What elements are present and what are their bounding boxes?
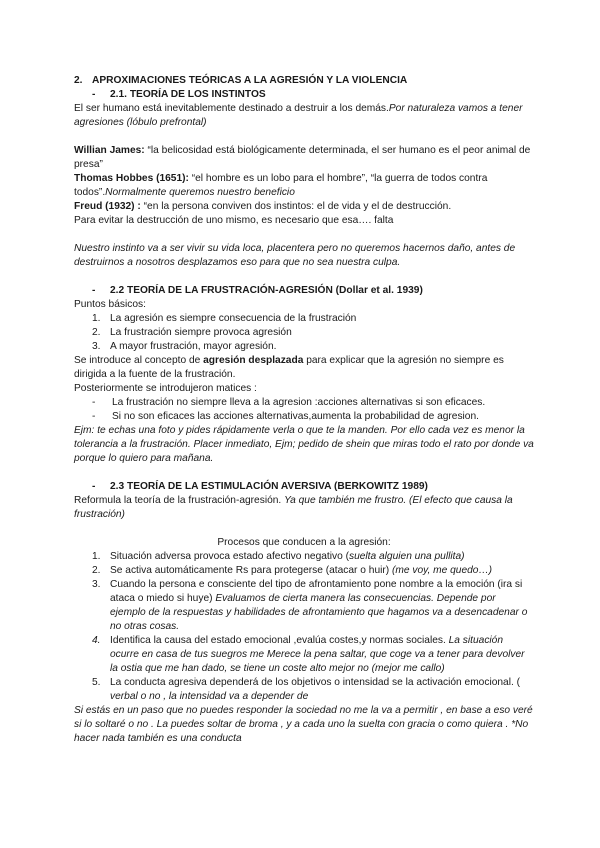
item-note: verbal o no , la intensidad va a depender de bbox=[110, 691, 309, 702]
subsection-heading-2-2 bbox=[74, 284, 534, 298]
list-item bbox=[74, 578, 534, 634]
spacer bbox=[74, 522, 534, 536]
paragraph-closing bbox=[74, 704, 534, 746]
displaced-pre: Se introduce al concepto de bbox=[74, 355, 204, 366]
spacer bbox=[74, 466, 534, 480]
dash-marker: - bbox=[92, 411, 96, 422]
processes-title: Procesos que conducen a la agresión: bbox=[217, 537, 391, 548]
item-text: La conducta agresiva dependerá de los objetivos o intensidad se la activación emocional. ( bbox=[110, 677, 521, 688]
document-page bbox=[74, 74, 534, 746]
author-name: Thomas Hobbes (1651): bbox=[74, 173, 189, 184]
paragraph-freud-continued: Para evitar la destrucción de uno mismo, es necesario que esa…. falta bbox=[74, 215, 394, 226]
paragraph-example: Ejm: te echas una foto y pides rápidamente verla o que te la manden. Por ello cada vez es menor la tolerancia a la frustración. Placer inmediato, Ejm; pedido de shein que miras todo el rato por donde va porque lo quiero para mañana. bbox=[74, 425, 534, 464]
quote-text: “la belicosidad está biológicamente determinada, el ser humano es el peor animal de presa” bbox=[74, 145, 531, 170]
item-number: 2. bbox=[92, 327, 101, 338]
dash-marker: - bbox=[92, 285, 96, 296]
list-item bbox=[74, 410, 534, 424]
displaced-post: para explicar que la agresión no siempre es dirigida a la fuente de la frustración. bbox=[74, 355, 504, 380]
section-heading bbox=[74, 74, 534, 88]
paragraph-freud bbox=[74, 200, 534, 214]
paragraph-displaced bbox=[74, 354, 534, 382]
paragraph-instinct-note: Nuestro instinto va a ser vivir su vida loca, placentera pero no queremos hacernos daño, antes de destruirnos a nosotros desplazamos eso para que no sea nuestra culpa. bbox=[74, 243, 516, 268]
item-text: Si no son eficaces las acciones alternativas,aumenta la probabilidad de agresion. bbox=[112, 411, 479, 422]
spacer bbox=[74, 228, 534, 242]
item-text: La agresión es siempre consecuencia de la frustración bbox=[110, 313, 357, 324]
list-item bbox=[74, 634, 534, 676]
paragraph-james bbox=[74, 144, 534, 172]
list-item bbox=[74, 550, 534, 564]
closing-tail: *No hacer nada también es una conducta bbox=[74, 719, 529, 744]
intro-text: El ser humano está inevitablemente destinado a destruir a los demás. bbox=[74, 103, 389, 114]
subsection-title: 2.3 TEORÍA DE LA ESTIMULACIÓN AVERSIVA (BERKOWITZ 1989) bbox=[110, 481, 428, 492]
item-text: Cuando la persona e consciente del tipo de afrontamiento pone nombre a la emoción (ira si ataca o miedo si huye) bbox=[110, 579, 523, 604]
list-item bbox=[74, 340, 534, 354]
dash-marker: - bbox=[92, 481, 96, 492]
author-name: Freud (1932) : bbox=[74, 201, 141, 212]
intro-note: Por naturaleza vamos a tener agresiones (lóbulo prefrontal) bbox=[74, 103, 523, 128]
later-label: Posteriormente se introdujeron matices : bbox=[74, 383, 257, 394]
item-number: 2. bbox=[92, 565, 101, 576]
list-item bbox=[74, 396, 534, 410]
displaced-term: agresión desplazada bbox=[203, 355, 304, 366]
item-number: 3. bbox=[92, 579, 101, 590]
subsection-title: 2.2 TEORÍA DE LA FRUSTRACIÓN-AGRESIÓN (Dollar et al. 1939) bbox=[110, 285, 423, 296]
subsection-title: 2.1. TEORÍA DE LOS INSTINTOS bbox=[110, 89, 266, 100]
item-text: Situación adversa provoca estado afectivo negativo ( bbox=[110, 551, 349, 562]
quote-text: “en la persona conviven dos instintos: el de vida y el de destrucción. bbox=[140, 201, 452, 212]
item-number: 1. bbox=[92, 551, 101, 562]
paragraph-reform bbox=[74, 494, 534, 522]
reform-text: Reformula la teoría de la frustración-agresión. bbox=[74, 495, 285, 506]
dash-marker: - bbox=[92, 397, 96, 408]
section-number: 2. bbox=[74, 75, 83, 86]
nuances-list bbox=[74, 396, 534, 424]
closing-text: Si estás en un paso que no puedes responder la sociedad no me la va a permitir , en base a eso veré si lo soltaré o no . La puedes soltar de broma , y a cada uno la suelta con gracia o como quiera . bbox=[74, 705, 533, 730]
item-number: 5. bbox=[92, 677, 101, 688]
paragraph-hobbes bbox=[74, 172, 534, 200]
section-title: APROXIMACIONES TEÓRICAS A LA AGRESIÓN Y LA VIOLENCIA bbox=[92, 75, 408, 86]
spacer bbox=[74, 130, 534, 144]
dash-marker: - bbox=[92, 89, 96, 100]
item-note: suelta alguien una pullita) bbox=[348, 551, 465, 562]
list-item bbox=[74, 326, 534, 340]
list-item bbox=[74, 312, 534, 326]
subsection-heading-2-3 bbox=[74, 480, 534, 494]
item-number: 3. bbox=[92, 341, 101, 352]
item-text: La frustración no siempre lleva a la agresion :acciones alternativas si son eficaces. bbox=[112, 397, 486, 408]
quote-text: “el hombre es un lobo para el hombre”, “la guerra de todos contra todos”. bbox=[74, 173, 488, 198]
author-name: Willian James: bbox=[74, 145, 145, 156]
item-note: Evaluamos de cierta manera las consecuencias. Depende por ejemplo de la respuestas y habilidades de afrontamiento que hagamos va a desencadenar o no otras cosas. bbox=[110, 593, 528, 632]
item-number: 1. bbox=[92, 313, 101, 324]
paragraph-intro bbox=[74, 102, 534, 130]
points-label: Puntos básicos: bbox=[74, 299, 146, 310]
processes-list bbox=[74, 550, 534, 704]
reform-note: Ya que también me frustro. (El efecto que causa la frustración) bbox=[74, 495, 513, 520]
item-text: Identifica la causa del estado emocional ,evalúa costes,y normas sociales. bbox=[110, 635, 449, 646]
item-note: (me voy, me quedo…) bbox=[392, 565, 493, 576]
item-text: Se activa automáticamente Rs para protegerse (atacar o huir) bbox=[110, 565, 392, 576]
item-number: 4. bbox=[92, 635, 101, 646]
subsection-heading-2-1 bbox=[74, 88, 534, 102]
quote-note: Normalmente queremos nuestro beneficio bbox=[105, 187, 295, 198]
spacer bbox=[74, 270, 534, 284]
list-item bbox=[74, 676, 534, 704]
item-text: A mayor frustración, mayor agresión. bbox=[110, 341, 277, 352]
basic-points-list bbox=[74, 312, 534, 354]
list-item bbox=[74, 564, 534, 578]
item-note: La situación ocurre en casa de tus suegros me Merece la pena saltar, que coge va a tener para devolver la ostia que me han dado, se tiene un coste alto mejor no (mejor me callo) bbox=[110, 635, 525, 674]
item-text: La frustración siempre provoca agresión bbox=[110, 327, 292, 338]
